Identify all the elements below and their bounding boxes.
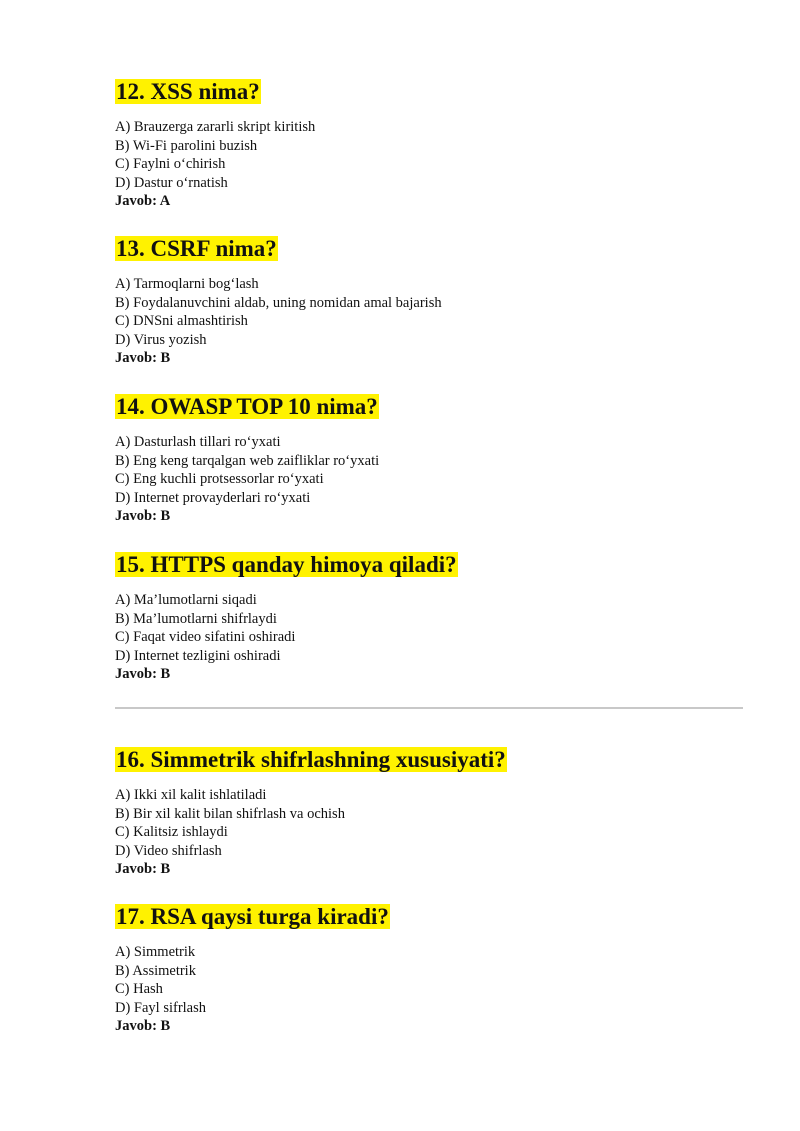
option-c: C) Hash <box>115 981 163 998</box>
options-list <box>115 943 755 1036</box>
options-list <box>115 591 755 684</box>
option-d: D) Internet provayderlari ro‘yxati <box>115 489 311 506</box>
option-a: A) Ikki xil kalit ishlatiladi <box>115 787 267 803</box>
option-c: C) Faqat video sifatini oshiradi <box>115 629 296 646</box>
option-d: D) Internet tezligini oshiradi <box>115 647 281 664</box>
option-d: D) Video shifrlash <box>115 842 222 859</box>
options-list <box>115 275 755 368</box>
option-a: A) Ma’lumotlarni siqadi <box>115 592 257 608</box>
question-block <box>115 233 755 368</box>
question-title: 17. RSA qaysi turga kiradi? <box>116 904 389 929</box>
question-title: 14. OWASP TOP 10 nima? <box>116 394 378 419</box>
options-list <box>115 786 755 879</box>
question-block <box>115 391 755 526</box>
answer-line: Javob: B <box>115 666 171 683</box>
answer-line: Javob: B <box>115 508 171 525</box>
answer-line: Javob: A <box>115 193 171 210</box>
option-a: A) Dasturlash tillari ro‘yxati <box>115 434 281 450</box>
question-title: 16. Simmetrik shifrlashning xususiyati? <box>116 747 506 772</box>
option-c: C) Eng kuchli protsessorlar ro‘yxati <box>115 471 324 488</box>
option-b: B) Eng keng tarqalgan web zaifliklar ro‘yxati <box>115 452 380 469</box>
option-b: B) Foydalanuvchini aldab, uning nomidan amal bajarish <box>115 294 442 311</box>
answer-line: Javob: B <box>115 350 171 367</box>
answer-line: Javob: B <box>115 861 171 878</box>
answer-line: Javob: B <box>115 1018 171 1035</box>
horizontal-divider <box>115 707 743 709</box>
option-a: A) Simmetrik <box>115 944 196 960</box>
option-c: C) DNSni almashtirish <box>115 313 248 330</box>
options-list <box>115 118 755 211</box>
question-block <box>115 744 755 879</box>
options-list <box>115 433 755 526</box>
question-block <box>115 76 755 211</box>
question-title: 12. XSS nima? <box>116 79 260 104</box>
option-b: B) Wi-Fi parolini buzish <box>115 137 258 154</box>
option-d: D) Virus yozish <box>115 331 207 348</box>
question-title: 13. CSRF nima? <box>116 236 277 261</box>
option-b: B) Assimetrik <box>115 962 196 979</box>
option-a: A) Brauzerga zararli skript kiritish <box>115 119 316 135</box>
option-c: C) Kalitsiz ishlaydi <box>115 824 228 841</box>
question-title: 15. HTTPS qanday himoya qiladi? <box>116 552 457 577</box>
option-b: B) Ma’lumotlarni shifrlaydi <box>115 610 277 627</box>
question-block <box>115 549 755 684</box>
option-a: A) Tarmoqlarni bog‘lash <box>115 276 259 292</box>
option-c: C) Faylni o‘chirish <box>115 156 226 173</box>
option-b: B) Bir xil kalit bilan shifrlash va ochish <box>115 805 345 822</box>
option-d: D) Dastur o‘rnatish <box>115 174 228 191</box>
question-block <box>115 901 755 1036</box>
option-d: D) Fayl sifrlash <box>115 999 207 1016</box>
